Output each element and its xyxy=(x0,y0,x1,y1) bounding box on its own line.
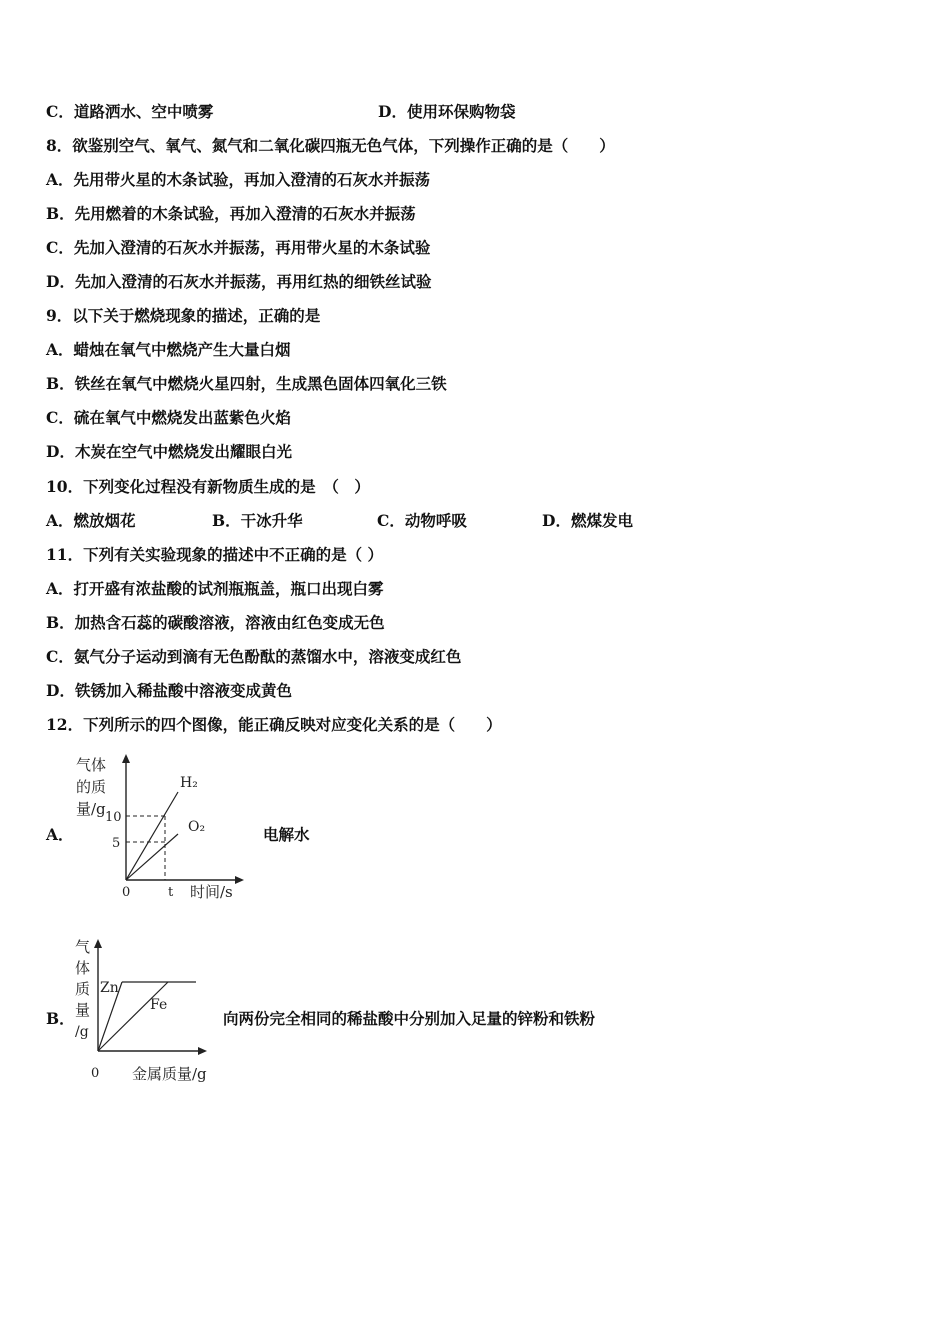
q8-stem: 8．欲鉴别空气、氧气、氮气和二氧化碳四瓶无色气体，下列操作正确的是（ ） xyxy=(46,136,615,155)
y-axis-label-line-3: 质 xyxy=(75,980,91,998)
q10-option-d: D．燃煤发电 xyxy=(542,511,633,530)
h2-line xyxy=(126,792,178,880)
h2-label: H₂ xyxy=(180,775,198,791)
q9-option-d: D．木炭在空气中燃烧发出耀眼白光 xyxy=(46,442,292,461)
q10-option-c: C．动物呼吸 xyxy=(377,511,467,530)
y-axis-label-line-1: 气 xyxy=(75,938,91,956)
q11-option-b: B．加热含石蕊的碳酸溶液，溶液由红色变成无色 xyxy=(46,613,385,632)
q12-option-a-caption: 电解水 xyxy=(263,825,310,844)
q9-stem: 9．以下关于燃烧现象的描述，正确的是 xyxy=(46,306,321,325)
q8-option-a: A．先用带火星的木条试验，再加入澄清的石灰水并振荡 xyxy=(46,170,431,189)
y-axis-label-line-2: 的质 xyxy=(76,778,107,796)
x-axis-label: 时间/s xyxy=(190,883,233,901)
origin-label: 0 xyxy=(91,1066,100,1081)
x-axis-arrow xyxy=(235,876,244,884)
q9-option-b: B．铁丝在氧气中燃烧火星四射，生成黑色固体四氧化三铁 xyxy=(46,374,447,393)
q8-option-c: C．先加入澄清的石灰水并振荡，再用带火星的木条试验 xyxy=(46,238,431,257)
q11-option-c: C．氨气分子运动到滴有无色酚酞的蒸馏水中，溶液变成红色 xyxy=(46,647,462,666)
q9-option-c: C．硫在氧气中燃烧发出蓝紫色火焰 xyxy=(46,408,291,427)
zn-label: Zn xyxy=(100,980,119,996)
q11-stem: 11．下列有关实验现象的描述中不正确的是（ ） xyxy=(46,545,383,564)
y-axis-label-line-3: 量/g xyxy=(76,800,106,818)
origin-label: 0 xyxy=(122,885,131,900)
q10-option-a: A．燃放烟花 xyxy=(46,511,136,530)
q12-option-a-letter: A． xyxy=(46,825,74,844)
y-axis-label-line-2: 体 xyxy=(75,959,91,977)
q7-option-c: C．道路洒水、空中喷雾 xyxy=(46,102,214,121)
q8-option-d: D．先加入澄清的石灰水并振荡，再用红热的细铁丝试验 xyxy=(46,272,432,291)
x-axis-label: 金属质量/g xyxy=(132,1065,207,1083)
o2-line xyxy=(126,834,178,880)
q10-option-b: B．干冰升华 xyxy=(212,511,303,530)
y-tick-5: 5 xyxy=(112,836,121,851)
q11-option-d: D．铁锈加入稀盐酸中溶液变成黄色 xyxy=(46,681,292,700)
q7-option-d: D．使用环保购物袋 xyxy=(378,102,516,121)
y-axis-label-line-1: 气体 xyxy=(76,756,107,774)
y-axis-label-line-4: 量 xyxy=(75,1001,91,1019)
y-axis-arrow xyxy=(122,754,130,763)
y-axis-arrow xyxy=(94,939,102,948)
x-tick-t: t xyxy=(168,885,174,900)
fe-label: Fe xyxy=(150,997,168,1013)
q9-option-a: A．蜡烛在氧气中燃烧产生大量白烟 xyxy=(46,340,291,359)
y-tick-10: 10 xyxy=(105,810,122,825)
q11-option-a: A．打开盛有浓盐酸的试剂瓶瓶盖，瓶口出现白雾 xyxy=(46,579,384,598)
x-axis-arrow xyxy=(198,1047,207,1055)
q12-figure-a-graph xyxy=(70,750,270,910)
o2-label: O₂ xyxy=(188,819,206,835)
q12-stem: 12．下列所示的四个图像，能正确反映对应变化关系的是（ ） xyxy=(46,715,502,734)
q12-option-b-caption: 向两份完全相同的稀盐酸中分别加入足量的锌粉和铁粉 xyxy=(223,1009,596,1028)
q12-figure-b-graph xyxy=(70,935,220,1087)
q10-stem: 10．下列变化过程没有新物质生成的是 （ ） xyxy=(46,477,370,496)
y-axis-label-line-5: /g xyxy=(75,1024,89,1040)
q12-option-b-letter: B． xyxy=(46,1009,75,1028)
q8-option-b: B．先用燃着的木条试验，再加入澄清的石灰水并振荡 xyxy=(46,204,416,223)
